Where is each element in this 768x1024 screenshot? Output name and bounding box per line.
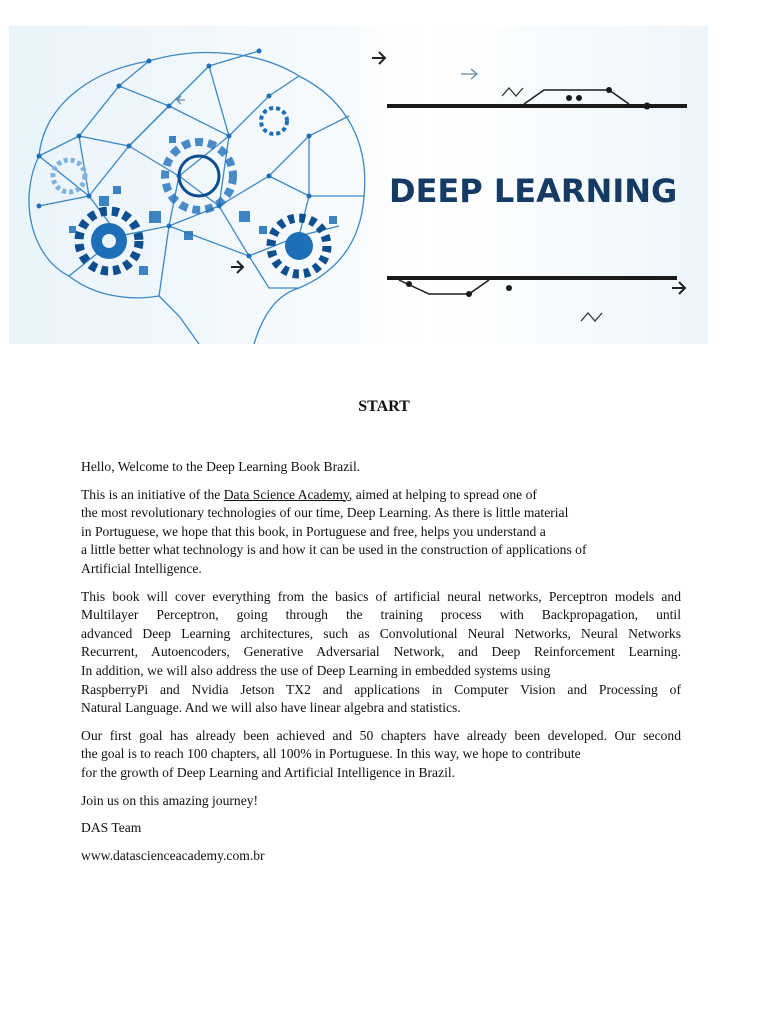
closing-text: Join us on this amazing journey!: [81, 792, 259, 808]
content-line-6: RaspberryPi and Nvidia Jetson TX2 and applications in Computer Vision and Processing of: [81, 681, 681, 697]
greeting-paragraph: [81, 458, 681, 477]
goals-line-1: Our first goal has already been achieved and 50 chapters have already been developed. Our second: [81, 727, 681, 743]
closing-paragraph: [81, 792, 681, 811]
page-heading: START: [358, 398, 410, 415]
small-arrow-icon: [177, 69, 477, 104]
intro-line-5: Artificial Intelligence.: [81, 560, 202, 576]
website-link[interactable]: www.datascienceacademy.com.br: [81, 847, 265, 863]
greeting-text: Hello, Welcome to the Deep Learning Book Brazil.: [81, 459, 361, 474]
content-line-7: Natural Language. And we will also have linear algebra and statistics.: [81, 700, 461, 716]
data-science-academy-link[interactable]: Data Science Academy,: [223, 486, 353, 502]
signature-text: DAS Team: [81, 820, 142, 836]
intro-text-end: aimed at helping to spread one of: [355, 486, 537, 502]
signature-paragraph: [81, 819, 681, 838]
goals-line-3: for the growth of Deep Learning and Artificial Intelligence in Brazil.: [81, 764, 456, 780]
deep-learning-banner: [9, 26, 708, 344]
website-paragraph: [81, 847, 681, 866]
banner-title: DEEP LEARNING: [389, 172, 678, 210]
intro-text-start: This is an initiative of the: [81, 486, 221, 502]
gear-icon: [53, 108, 327, 274]
brain-network-icon: [29, 51, 365, 344]
goals-line-2: the goal is to reach 100 chapters, all 100% in Portuguese. In this way, we hope to contribute: [81, 746, 581, 762]
content-line-5: In addition, we will also address the use of Deep Learning in embedded systems using: [81, 662, 551, 678]
intro-line-2: the most revolutionary technologies of our time, Deep Learning. As there is little material: [81, 505, 569, 521]
intro-line-1: [81, 486, 681, 505]
content-line-2: Multilayer Perceptron, going through the training process with Backpropagation, until: [81, 607, 681, 623]
intro-paragraph: [81, 486, 681, 579]
intro-line-3: in Portuguese, we hope that this book, in Portuguese and free, helps you understand a: [81, 523, 546, 539]
document-body: [81, 458, 681, 874]
content-line-3: advanced Deep Learning architectures, such as Convolutional Neural Networks, Neural Networks: [81, 625, 681, 641]
goals-paragraph: [81, 727, 681, 783]
intro-line-4: a little better what technology is and how it can be used in the construction of applications of: [81, 542, 587, 558]
content-paragraph: [81, 588, 681, 718]
content-line-4: Recurrent, Autoencoders, Generative Adversarial Network, and Deep Reinforcement Learning.: [81, 644, 681, 660]
content-line-1: This book will cover everything from the basics of artificial neural networks, Perceptron models and: [81, 588, 681, 604]
